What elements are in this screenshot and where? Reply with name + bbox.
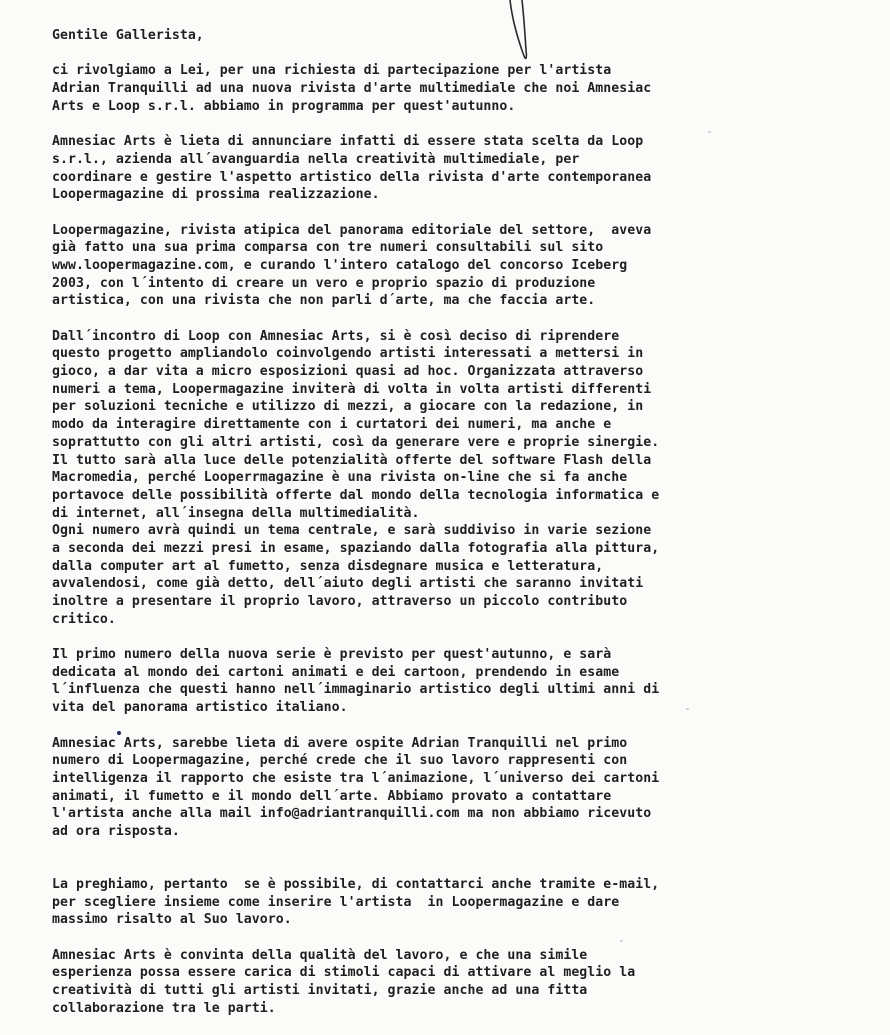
paragraph-contact-request (52, 876, 882, 929)
text-line: s.r.l., azienda all´avanguardia nella creatività multimediale, per (52, 151, 580, 167)
text-line: Dall´incontro di Loop con Amnesiac Arts, si è così deciso di riprendere (52, 328, 620, 344)
text-line: gioco, a dar vita a micro esposizioni quasi ad hoc. Organizzata attraverso (52, 364, 644, 380)
text-line: già fatto una sua prima comparsa con tre numeri consultabili sul sito (52, 240, 604, 256)
text-line: creatività di tutti gli artisti invitati, grazie anche ad una fitta (52, 983, 588, 999)
text-line: ad ora risposta. (52, 823, 180, 839)
text-line: esperienza possa essere carica di stimoli capaci di attivare al meglio la (52, 965, 636, 981)
text-line: di internet, all´insegna della multimedialità. (52, 505, 420, 521)
paragraph-closing (52, 947, 882, 1018)
paragraph-invitation (52, 735, 882, 841)
text-line: per scegliere insieme come inserire l'artista in Loopermagazine e dare (52, 894, 620, 910)
text-line: La preghiamo, pertanto se è possibile, di contattarci anche tramite e-mail, (52, 877, 660, 893)
text-line: ci rivolgiamo a Lei, per una richiesta di partecipazione per l'artista (52, 63, 612, 79)
text-line: numeri a tema, Loopermagazine inviterà di volta in volta artisti differenti (52, 381, 652, 397)
text-line: inoltre a presentare il proprio lavoro, attraverso un piccolo contributo (52, 594, 628, 609)
text-line: Amnesiac Arts, sarebbe lieta di avere ospite Adrian Tranquilli nel primo (52, 735, 628, 751)
paragraph-announcement (52, 133, 882, 204)
text-line: coordinare e gestire l'aspetto artistico della rivista d'arte contemporanea (52, 169, 652, 185)
text-line: a seconda dei mezzi presi in esame, spaziando dalla fotografia alla pittura, (52, 540, 660, 556)
paragraph-loopermagazine (52, 222, 882, 310)
text-line: numero di Loopermagazine, perché crede che il suo lavoro rappresenti con (52, 753, 628, 769)
text-line: artistica, con una rivista che non parli d´arte, ma che faccia arte. (52, 293, 596, 309)
text-line: modo da interagire direttamente con i curtatori dei numeri, ma anche e (52, 417, 612, 433)
text-line: Arts e Loop s.r.l. abbiamo in programma per quest'autunno. (52, 98, 516, 114)
text-line: portavoce delle possibilità offerte dal mondo della tecnologia informatica e (52, 487, 660, 503)
text-line: Macromedia, perché Looperrmagazine è una rivista on-line che si fa anche (52, 470, 628, 486)
text-line: Il primo numero della nuova serie è previsto per quest'autunno, e sarà (52, 647, 612, 663)
text-line: intelligenza il rapporto che esiste tra l´animazione, l´universo dei cartoni (52, 770, 660, 786)
paragraph-project (52, 328, 882, 629)
text-line: www.loopermagazine.com, e curando l'intero catalogo del concorso Iceberg (52, 257, 628, 273)
text-line: collaborazione tra le parti. (52, 1000, 276, 1016)
text-line: vita del panorama artistico italiano. (52, 700, 348, 716)
text-line: Ogni numero avrà quindi un tema centrale, e sarà suddiviso in varie sezione (52, 523, 652, 539)
text-line: l´influenza che questi hanno nell´immaginario artistico degli ultimi anni di (52, 682, 660, 698)
text-line: Adrian Tranquilli ad una nuova rivista d'arte multimediale che noi Amnesiac (52, 81, 652, 97)
text-line: l'artista anche alla mail info@adriantranquilli.com ma non abbiamo ricevuto (52, 806, 652, 822)
text-line: animati, il fumetto e il mondo dell´arte. Abbiamo provato a contattare (52, 788, 612, 804)
text-line: Loopermagazine di prossima realizzazione. (52, 187, 380, 203)
text-line: avvalendosi, come già detto, dell´aiuto degli artisti che saranno invitati (52, 576, 644, 592)
letter-body (52, 27, 882, 1035)
paragraph-first-issue (52, 646, 882, 717)
text-line: per soluzioni tecniche e utilizzo di mezzi, a giocare con la redazione, in (52, 399, 644, 415)
text-line: questo progetto ampliandolo coinvolgendo artisti interessati a mettersi in (52, 346, 644, 362)
text-line: critico. (52, 611, 116, 627)
text-line: soprattutto con gli altri artisti, così da generare vere e proprie sinergie. (52, 434, 660, 450)
text-line: massimo risalto al Suo lavoro. (52, 912, 292, 928)
salutation: Gentile Gallerista, (52, 28, 204, 43)
text-line: dedicata al mondo dei cartoni animati e dei cartoon, prendendo in esame (52, 664, 620, 680)
text-line: Amnesiac Arts è lieta di annunciare infatti di essere stata scelta da Loop (52, 134, 644, 150)
text-line: Il tutto sarà alla luce delle potenzialità offerte del software Flash della (52, 452, 652, 468)
paragraph-request (52, 62, 882, 115)
text-line: 2003, con l´intento di creare un vero e proprio spazio di produzione (52, 275, 596, 291)
text-line: Loopermagazine, rivista atipica del panorama editoriale del settore, aveva (52, 222, 652, 238)
text-line: Amnesiac Arts è convinta della qualità del lavoro, e che una simile (52, 947, 588, 963)
text-line: dalla computer art al fumetto, senza disdegnare musica e letteratura, (52, 558, 604, 574)
